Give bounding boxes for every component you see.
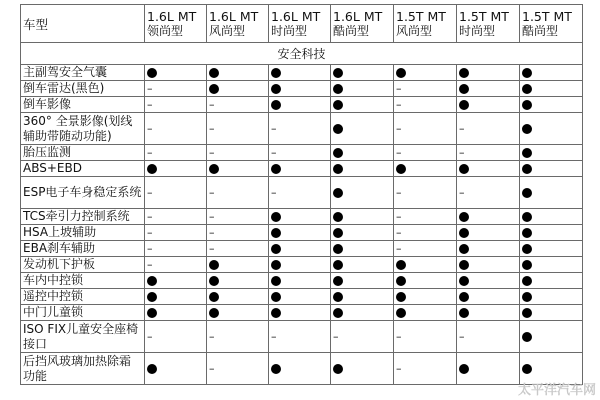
column-header xyxy=(145,5,207,43)
table-row xyxy=(21,257,583,273)
spec-cell xyxy=(394,305,457,321)
spec-cell xyxy=(145,113,207,145)
spec-cell xyxy=(520,81,583,97)
standard-dot-icon xyxy=(271,244,281,254)
spec-cell xyxy=(457,225,520,241)
spec-cell xyxy=(269,113,331,145)
standard-dot-icon xyxy=(271,308,281,318)
spec-cell xyxy=(394,97,457,113)
spec-cell xyxy=(457,145,520,161)
not-available-dash: – xyxy=(147,146,153,159)
spec-cell xyxy=(394,257,457,273)
standard-dot-icon xyxy=(271,364,281,374)
standard-dot-icon xyxy=(522,308,532,318)
standard-dot-icon xyxy=(333,212,343,222)
not-available-dash: – xyxy=(271,330,277,343)
table-row xyxy=(21,241,583,257)
spec-cell xyxy=(520,305,583,321)
standard-dot-icon xyxy=(522,68,532,78)
spec-cell xyxy=(394,177,457,209)
spec-cell xyxy=(269,97,331,113)
standard-dot-icon xyxy=(333,308,343,318)
not-available-dash: – xyxy=(209,186,215,199)
spec-cell xyxy=(269,161,331,177)
spec-cell xyxy=(207,161,269,177)
not-available-dash: – xyxy=(147,258,153,271)
spec-cell xyxy=(269,321,331,353)
spec-cell xyxy=(207,97,269,113)
spec-cell xyxy=(457,289,520,305)
not-available-dash: – xyxy=(333,330,339,343)
table-row xyxy=(21,225,583,241)
trim-label: 酷尚型 xyxy=(522,23,559,38)
standard-dot-icon xyxy=(459,308,469,318)
spec-cell xyxy=(269,353,331,385)
spec-cell xyxy=(145,353,207,385)
spec-cell xyxy=(457,241,520,257)
spec-cell xyxy=(520,113,583,145)
table-row xyxy=(21,113,583,145)
spec-cell xyxy=(269,145,331,161)
watermark: 太平洋汽车网 xyxy=(517,383,596,398)
not-available-dash: – xyxy=(459,122,465,135)
standard-dot-icon xyxy=(396,308,406,318)
section-title: 安全科技 xyxy=(21,43,583,65)
spec-cell xyxy=(207,81,269,97)
table-row xyxy=(21,209,583,225)
spec-cell xyxy=(394,273,457,289)
spec-cell xyxy=(207,209,269,225)
standard-dot-icon xyxy=(271,260,281,270)
not-available-dash: – xyxy=(209,330,215,343)
standard-dot-icon xyxy=(522,260,532,270)
column-header xyxy=(269,5,331,43)
standard-dot-icon xyxy=(522,244,532,254)
not-available-dash: – xyxy=(147,226,153,239)
spec-cell xyxy=(331,353,394,385)
spec-cell xyxy=(394,113,457,145)
spec-cell xyxy=(207,353,269,385)
engine-label: 1.5T MT xyxy=(459,8,509,24)
spec-cell xyxy=(145,321,207,353)
spec-cell xyxy=(207,225,269,241)
standard-dot-icon xyxy=(209,292,219,302)
standard-dot-icon xyxy=(522,164,532,174)
spec-cell xyxy=(520,225,583,241)
spec-cell xyxy=(331,305,394,321)
trim-label: 风尚型 xyxy=(209,23,246,38)
spec-cell xyxy=(394,145,457,161)
standard-dot-icon xyxy=(209,276,219,286)
standard-dot-icon xyxy=(459,260,469,270)
standard-dot-icon xyxy=(459,68,469,78)
standard-dot-icon xyxy=(522,124,532,134)
spec-cell xyxy=(269,81,331,97)
column-header xyxy=(457,5,520,43)
spec-cell xyxy=(520,145,583,161)
feature-label: EBA刹车辅助 xyxy=(21,241,145,257)
standard-dot-icon xyxy=(147,68,157,78)
standard-dot-icon xyxy=(147,364,157,374)
table-row xyxy=(21,145,583,161)
trim-label: 酷尚型 xyxy=(333,23,370,38)
standard-dot-icon xyxy=(271,84,281,94)
spec-cell xyxy=(207,177,269,209)
standard-dot-icon xyxy=(333,260,343,270)
standard-dot-icon xyxy=(459,100,469,110)
spec-cell xyxy=(331,161,394,177)
standard-dot-icon xyxy=(209,84,219,94)
spec-cell xyxy=(145,257,207,273)
spec-cell xyxy=(520,273,583,289)
standard-dot-icon xyxy=(333,292,343,302)
spec-cell xyxy=(394,241,457,257)
spec-cell xyxy=(331,273,394,289)
spec-cell xyxy=(394,81,457,97)
standard-dot-icon xyxy=(271,100,281,110)
standard-dot-icon xyxy=(209,68,219,78)
engine-label: 1.5T MT xyxy=(396,8,446,24)
spec-cell xyxy=(207,65,269,81)
standard-dot-icon xyxy=(333,68,343,78)
standard-dot-icon xyxy=(459,364,469,374)
trim-label: 时尚型 xyxy=(271,23,308,38)
not-available-dash: – xyxy=(209,226,215,239)
not-available-dash: – xyxy=(147,186,153,199)
not-available-dash: – xyxy=(396,362,402,375)
header-row xyxy=(21,5,583,43)
standard-dot-icon xyxy=(522,364,532,374)
not-available-dash: – xyxy=(396,146,402,159)
standard-dot-icon xyxy=(522,148,532,158)
standard-dot-icon xyxy=(522,212,532,222)
spec-cell xyxy=(145,289,207,305)
engine-label: 1.6L MT xyxy=(333,8,383,24)
not-available-dash: – xyxy=(147,98,153,111)
standard-dot-icon xyxy=(271,212,281,222)
column-header xyxy=(394,5,457,43)
spec-cell xyxy=(207,273,269,289)
spec-cell xyxy=(207,113,269,145)
spec-cell xyxy=(331,225,394,241)
standard-dot-icon xyxy=(147,164,157,174)
standard-dot-icon xyxy=(522,276,532,286)
standard-dot-icon xyxy=(522,100,532,110)
spec-cell xyxy=(331,257,394,273)
standard-dot-icon xyxy=(209,308,219,318)
spec-cell xyxy=(457,97,520,113)
spec-cell xyxy=(145,65,207,81)
spec-cell xyxy=(207,257,269,273)
spec-cell xyxy=(394,289,457,305)
feature-label: ISO FIX儿童安全座椅接口 xyxy=(21,321,145,353)
spec-cell xyxy=(457,353,520,385)
engine-label: 1.6L MT xyxy=(271,8,321,24)
not-available-dash: – xyxy=(396,242,402,255)
spec-cell xyxy=(394,225,457,241)
engine-label: 1.6L MT xyxy=(147,8,197,24)
spec-cell xyxy=(207,241,269,257)
trim-label: 时尚型 xyxy=(459,23,496,38)
spec-cell xyxy=(457,321,520,353)
spec-cell xyxy=(269,305,331,321)
not-available-dash: – xyxy=(396,82,402,95)
not-available-dash: – xyxy=(396,210,402,223)
not-available-dash: – xyxy=(147,122,153,135)
spec-cell xyxy=(457,81,520,97)
standard-dot-icon xyxy=(396,68,406,78)
spec-cell xyxy=(457,305,520,321)
table-row xyxy=(21,353,583,385)
corner-label: 车型 xyxy=(21,5,145,43)
feature-label: 发动机下护板 xyxy=(21,257,145,273)
column-header xyxy=(520,5,583,43)
not-available-dash: – xyxy=(209,242,215,255)
table-row xyxy=(21,289,583,305)
standard-dot-icon xyxy=(522,292,532,302)
table-row xyxy=(21,321,583,353)
engine-label: 1.6L MT xyxy=(209,8,259,24)
spec-cell xyxy=(269,177,331,209)
spec-cell xyxy=(145,209,207,225)
spec-cell xyxy=(520,209,583,225)
not-available-dash: – xyxy=(396,186,402,199)
spec-cell xyxy=(269,65,331,81)
not-available-dash: – xyxy=(459,330,465,343)
spec-cell xyxy=(520,241,583,257)
spec-cell xyxy=(269,225,331,241)
not-available-dash: – xyxy=(459,146,465,159)
spec-cell xyxy=(331,177,394,209)
standard-dot-icon xyxy=(459,212,469,222)
feature-label: TCS牵引力控制系统 xyxy=(21,209,145,225)
standard-dot-icon xyxy=(459,276,469,286)
table-row xyxy=(21,65,583,81)
standard-dot-icon xyxy=(459,228,469,238)
spec-cell xyxy=(331,321,394,353)
spec-cell xyxy=(394,65,457,81)
spec-cell xyxy=(331,97,394,113)
spec-cell xyxy=(520,257,583,273)
section-row xyxy=(21,43,583,65)
standard-dot-icon xyxy=(459,84,469,94)
standard-dot-icon xyxy=(522,228,532,238)
spec-cell xyxy=(520,177,583,209)
standard-dot-icon xyxy=(333,244,343,254)
spec-cell xyxy=(145,145,207,161)
spec-cell xyxy=(394,321,457,353)
spec-cell xyxy=(145,161,207,177)
standard-dot-icon xyxy=(333,84,343,94)
spec-cell xyxy=(331,65,394,81)
standard-dot-icon xyxy=(333,164,343,174)
spec-cell xyxy=(520,161,583,177)
not-available-dash: – xyxy=(459,186,465,199)
standard-dot-icon xyxy=(396,292,406,302)
not-available-dash: – xyxy=(209,146,215,159)
feature-label: 后挡风玻璃加热除霜功能 xyxy=(21,353,145,385)
spec-cell xyxy=(145,241,207,257)
standard-dot-icon xyxy=(522,84,532,94)
not-available-dash: – xyxy=(396,330,402,343)
standard-dot-icon xyxy=(333,100,343,110)
standard-dot-icon xyxy=(271,68,281,78)
standard-dot-icon xyxy=(333,276,343,286)
spec-cell xyxy=(394,353,457,385)
standard-dot-icon xyxy=(271,164,281,174)
standard-dot-icon xyxy=(271,228,281,238)
spec-cell xyxy=(457,65,520,81)
feature-label: 胎压监测 xyxy=(21,145,145,161)
spec-cell xyxy=(457,113,520,145)
standard-dot-icon xyxy=(147,308,157,318)
spec-cell xyxy=(207,145,269,161)
spec-table-body xyxy=(21,43,583,385)
spec-cell xyxy=(145,81,207,97)
standard-dot-icon xyxy=(459,244,469,254)
spec-cell xyxy=(457,257,520,273)
spec-cell xyxy=(394,209,457,225)
feature-label: ABS+EBD xyxy=(21,161,145,177)
trim-label: 风尚型 xyxy=(396,23,433,38)
standard-dot-icon xyxy=(396,260,406,270)
not-available-dash: – xyxy=(209,122,215,135)
spec-cell xyxy=(520,65,583,81)
table-row xyxy=(21,97,583,113)
standard-dot-icon xyxy=(522,332,532,342)
standard-dot-icon xyxy=(396,164,406,174)
spec-cell xyxy=(331,113,394,145)
spec-cell xyxy=(207,305,269,321)
not-available-dash: – xyxy=(147,210,153,223)
standard-dot-icon xyxy=(333,228,343,238)
not-available-dash: – xyxy=(209,98,215,111)
standard-dot-icon xyxy=(333,148,343,158)
not-available-dash: – xyxy=(271,146,277,159)
not-available-dash: – xyxy=(396,122,402,135)
spec-cell xyxy=(269,241,331,257)
feature-label: 倒车雷达(黑色) xyxy=(21,81,145,97)
trim-label: 领尚型 xyxy=(147,23,184,38)
spec-cell xyxy=(331,241,394,257)
spec-cell xyxy=(145,225,207,241)
not-available-dash: – xyxy=(209,362,215,375)
spec-cell xyxy=(457,161,520,177)
spec-cell xyxy=(145,177,207,209)
table-row xyxy=(21,305,583,321)
spec-cell xyxy=(145,97,207,113)
standard-dot-icon xyxy=(333,124,343,134)
standard-dot-icon xyxy=(147,292,157,302)
spec-cell xyxy=(145,273,207,289)
not-available-dash: – xyxy=(271,186,277,199)
spec-cell xyxy=(269,209,331,225)
feature-label: 中门儿童锁 xyxy=(21,305,145,321)
spec-cell xyxy=(457,177,520,209)
column-header xyxy=(331,5,394,43)
feature-label: 车内中控锁 xyxy=(21,273,145,289)
standard-dot-icon xyxy=(333,364,343,374)
standard-dot-icon xyxy=(459,164,469,174)
spec-cell xyxy=(207,321,269,353)
standard-dot-icon xyxy=(271,292,281,302)
spec-cell xyxy=(269,289,331,305)
table-row xyxy=(21,161,583,177)
spec-cell xyxy=(207,289,269,305)
spec-cell xyxy=(457,209,520,225)
table-row xyxy=(21,177,583,209)
spec-cell xyxy=(520,321,583,353)
feature-label: 遥控中控锁 xyxy=(21,289,145,305)
feature-label: 倒车影像 xyxy=(21,97,145,113)
spec-cell xyxy=(331,145,394,161)
standard-dot-icon xyxy=(333,188,343,198)
spec-cell xyxy=(145,305,207,321)
not-available-dash: – xyxy=(147,82,153,95)
standard-dot-icon xyxy=(396,276,406,286)
spec-cell xyxy=(269,257,331,273)
standard-dot-icon xyxy=(209,260,219,270)
column-header xyxy=(207,5,269,43)
feature-label: 主副驾安全气囊 xyxy=(21,65,145,81)
table-row xyxy=(21,81,583,97)
spec-cell xyxy=(331,289,394,305)
table-row xyxy=(21,273,583,289)
not-available-dash: – xyxy=(147,330,153,343)
spec-cell xyxy=(520,97,583,113)
standard-dot-icon xyxy=(147,276,157,286)
spec-cell xyxy=(394,161,457,177)
spec-cell xyxy=(331,209,394,225)
engine-label: 1.5T MT xyxy=(522,8,572,24)
not-available-dash: – xyxy=(147,242,153,255)
feature-label: ESP电子车身稳定系统 xyxy=(21,177,145,209)
spec-table xyxy=(20,4,583,385)
spec-cell xyxy=(269,273,331,289)
not-available-dash: – xyxy=(396,226,402,239)
standard-dot-icon xyxy=(522,188,532,198)
spec-cell xyxy=(457,273,520,289)
standard-dot-icon xyxy=(209,164,219,174)
standard-dot-icon xyxy=(271,276,281,286)
feature-label: 360° 全景影像(划线辅助带随动功能) xyxy=(21,113,145,145)
not-available-dash: – xyxy=(271,122,277,135)
spec-cell xyxy=(331,81,394,97)
not-available-dash: – xyxy=(209,210,215,223)
standard-dot-icon xyxy=(459,292,469,302)
not-available-dash: – xyxy=(396,98,402,111)
feature-label: HSA上坡辅助 xyxy=(21,225,145,241)
spec-cell xyxy=(520,289,583,305)
